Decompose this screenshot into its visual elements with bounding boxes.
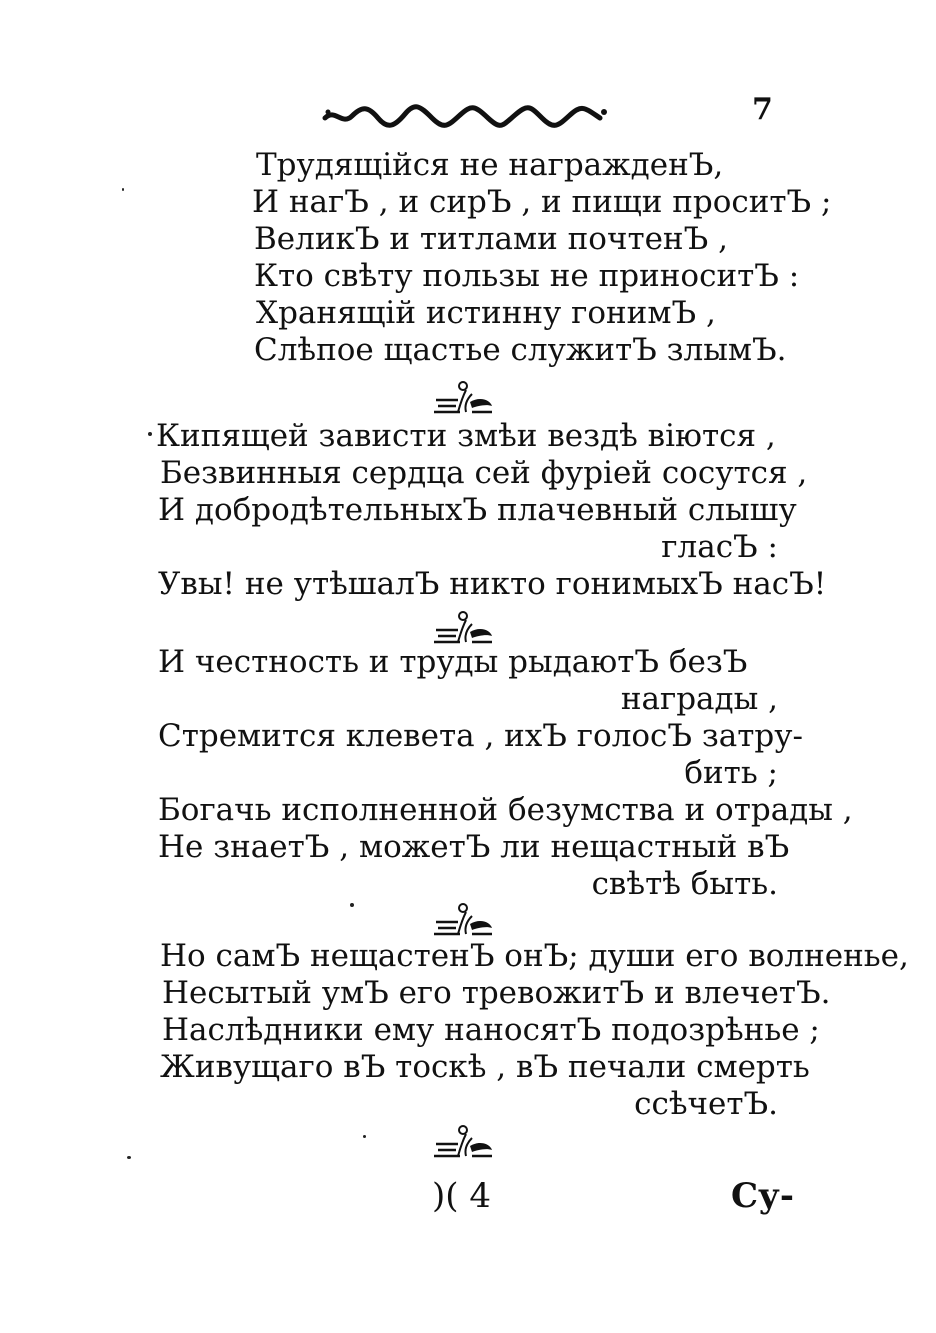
stanza3-line1: И честность и труды рыдаютЪ безЪ [158, 644, 748, 680]
stanza3-line1-continued: награды , [620, 681, 778, 717]
stanza1-line1: Трудящійся не награжденЪ, [256, 147, 724, 183]
stanza1-line2: И нагЪ , и сирЪ , и пищи проситЪ ; [252, 184, 832, 220]
stanza3-line4: Не знаетЪ , можетЪ ли нещастный вЪ [158, 829, 790, 865]
stanza3-line3: Богачь исполненной безумства и отрады , [158, 792, 853, 828]
stanza1-line6: Слѣпое щастье служитЪ злымЪ. [254, 332, 787, 368]
stanza1-line5: Хранящій истинну гонимЪ , [256, 295, 716, 331]
stanza4-line4-continued: ссѣчетЪ. [634, 1086, 778, 1122]
stanza3-line2-continued: бить ; [684, 755, 778, 791]
stanza3-line2: Стремится клевета , ихЪ голосЪ затру- [158, 718, 803, 754]
stanza4-line1: Но самЪ нещастенЪ онЪ; души его волненье, [160, 938, 909, 974]
stanza4-line2: Несытый умЪ его тревожитЪ и влечетЪ. [162, 975, 831, 1011]
stanza2-line3-continued: гласЪ : [661, 529, 778, 565]
ink-speck [350, 903, 354, 907]
flower-ornament-icon [428, 608, 498, 648]
ink-speck [363, 1135, 366, 1138]
stanza2-line4: Увы! не утѣшалЪ никто гонимыхЪ насЪ! [158, 566, 827, 602]
stanza1-line3: ВеликЪ и титлами почтенЪ , [254, 221, 728, 257]
stanza4-line4: Живущаго вЪ тоскѣ , вЪ печали смерть [160, 1049, 810, 1085]
ink-speck [127, 1156, 131, 1159]
page-number: 7 [752, 92, 773, 127]
stanza2-line1: Кипящей зависти змѣи вездѣ віются , [156, 418, 776, 454]
signature-mark: )( 4 [432, 1176, 491, 1216]
ink-speck [122, 188, 124, 191]
header-ornament [320, 100, 610, 130]
stanza4-line3: Наслѣдники ему наносятЪ подозрѣнье ; [162, 1012, 820, 1048]
stanza1-line4: Кто свѣту пользы не приноситЪ : [254, 258, 800, 294]
flower-ornament-icon [428, 1122, 498, 1162]
catchword: Су- [731, 1176, 794, 1216]
ink-speck [148, 432, 152, 436]
flower-ornament-icon [428, 378, 498, 418]
flower-ornament-icon [428, 900, 498, 940]
stanza2-line2: Безвинныя сердца сей фуріей сосутся , [160, 455, 808, 491]
stanza3-line4-continued: свѣтѣ быть. [591, 866, 778, 902]
stanza2-line3: И добродѣтельныхЪ плачевный слышу [158, 492, 797, 528]
